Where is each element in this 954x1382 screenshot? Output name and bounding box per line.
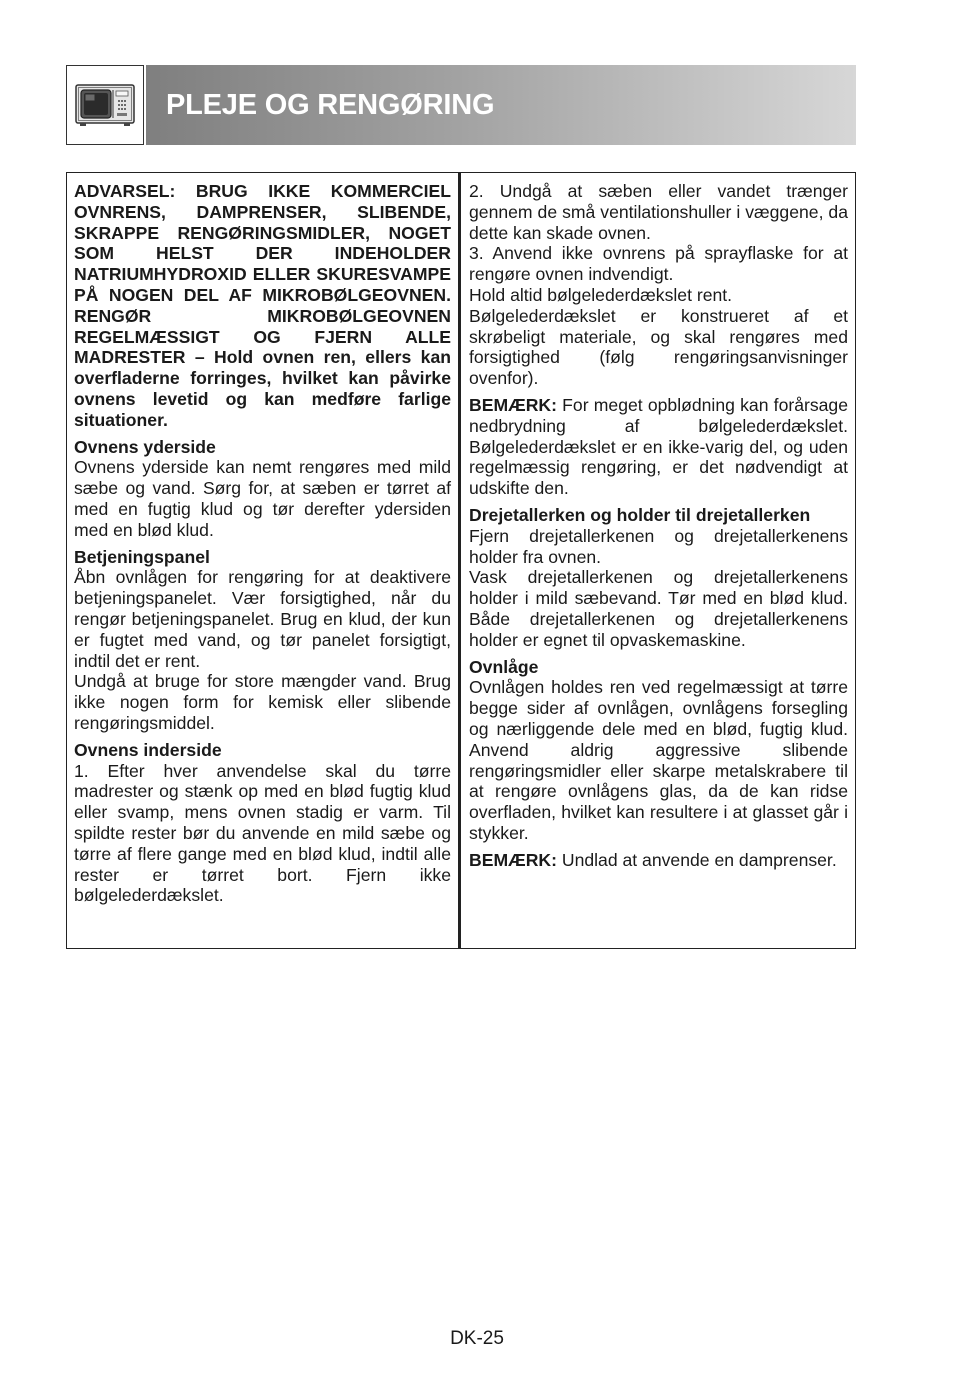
turntable-text-2: Vask drejetallerkenen og drejetallerkenens holder i mild sæbevand. Tør med en blød klud. Både drejetallerkenen og drejetallerkenens holder er egnet til opvaskemaskine. [469, 567, 848, 650]
note-text: Undlad at anvende en damprenser. [561, 849, 837, 870]
turntable-heading: Drejetallerken og holder til drejetallerken [469, 504, 811, 525]
left-column [67, 173, 461, 948]
content-table [66, 172, 856, 949]
door-text: Ovnlågen holdes ren ved regelmæssigt at tørre begge sider af ovnlågen, ovnlågens forsegling og nærliggende dele med en blød, fugtig klud. Anvend aldrig aggressive slibende rengøringsmidler eller skarpe metalskrabere til at rengøre ovnlågens glas, da de kan ridse overfladen, hvilket kan resultere i at glasset går i stykker. [469, 677, 848, 843]
section-header [66, 65, 856, 145]
waveguide-cover-text: Bølgelederdækslet er konstrueret af et skrøbeligt materiale, og skal rengøres med forsigtighed (følg rengøringsanvisninger ovenfor). [469, 305, 848, 389]
page-title: PLEJE OG RENGØRING [166, 88, 495, 121]
control-panel-text: Åbn ovnlågen for rengøring for at deaktivere betjeningspanelet. Vær forsigtighed, når du rengør betjeningspanelet. Brug en klud, der kun er fugtet med vand, og tør panelet forsigtigt, indtil det er rent. [74, 567, 451, 671]
note-steam-cleaner [469, 850, 848, 871]
door-heading: Ovnlåge [469, 656, 539, 677]
note-label: BEMÆRK: [469, 394, 557, 415]
interior-item-2: 2. Undgå at sæben eller vandet trænger gennem de små ventilationshuller i væggene, da dette kan skade ovnen. [469, 181, 848, 243]
interior-heading: Ovnens inderside [74, 739, 222, 760]
note-label: BEMÆRK: [469, 849, 557, 870]
exterior-heading: Ovnens yderside [74, 436, 216, 457]
waveguide-keep-clean: Hold altid bølgelederdækslet rent. [469, 284, 733, 305]
page-number: DK-25 [450, 1328, 504, 1349]
turntable-text: Fjern drejetallerkenen og drejetallerkenens holder fra ovnen. [469, 525, 848, 567]
right-column [461, 173, 855, 948]
microwave-oven-icon [66, 65, 144, 145]
control-panel-heading: Betjeningspanel [74, 546, 210, 567]
warning-text: ADVARSEL: BRUG IKKE KOMMERCIEL OVNRENS, DAMPRENSER, SLIBENDE, SKRAPPE RENGØRINGSMIDLER, NOGET SOM HELST DER INDEHOLDER NATRIUMHYDROXID ELLER SKURESVAMPE PÅ NOGEN DEL AF MIKROBØLGEOVNEN. RENGØR MIKROBØLGEOVNEN REGELMÆSSIGT OG FJERN ALLE MADRESTER – Hold ovnen ren, ellers kan overfladerne forringes, hvilket kan påvirke ovnens levetid og kan medføre farlige situationer. [74, 181, 451, 430]
note-waveguide [469, 395, 848, 499]
exterior-text: Ovnens yderside kan nemt rengøres med mild sæbe og vand. Sørg for, at sæben er tørret af med en fugtig klud og tør derefter ydersiden med en blød klud. [74, 457, 451, 540]
interior-item-3: 3. Anvend ikke ovnrens på sprayflaske for at rengøre ovnen indvendigt. [469, 243, 848, 285]
control-panel-text-2: Undgå at bruge for store mængder vand. Brug ikke nogen form for kemisk eller slibende rengøringsmiddel. [74, 671, 451, 733]
note-text: For meget opblødning kan forårsage nedbrydning af bølgelederdækslet. Bølgelederdækslet er en ikke-varig del, og uden regelmæssig rengøring, er det nødvendigt at udskifte den. [469, 394, 849, 499]
title-bar [146, 65, 856, 145]
interior-text: 1. Efter hver anvendelse skal du tørre madrester og stænk op med en blød fugtig klud eller svamp, mens ovnen stadig er varm. Til spildte rester bør du anvende en mild sæbe og tørre af flere gange med en blød klud, indtil alle rester er tørret bort. Fjern ikke bølgelederdækslet. [74, 760, 451, 906]
